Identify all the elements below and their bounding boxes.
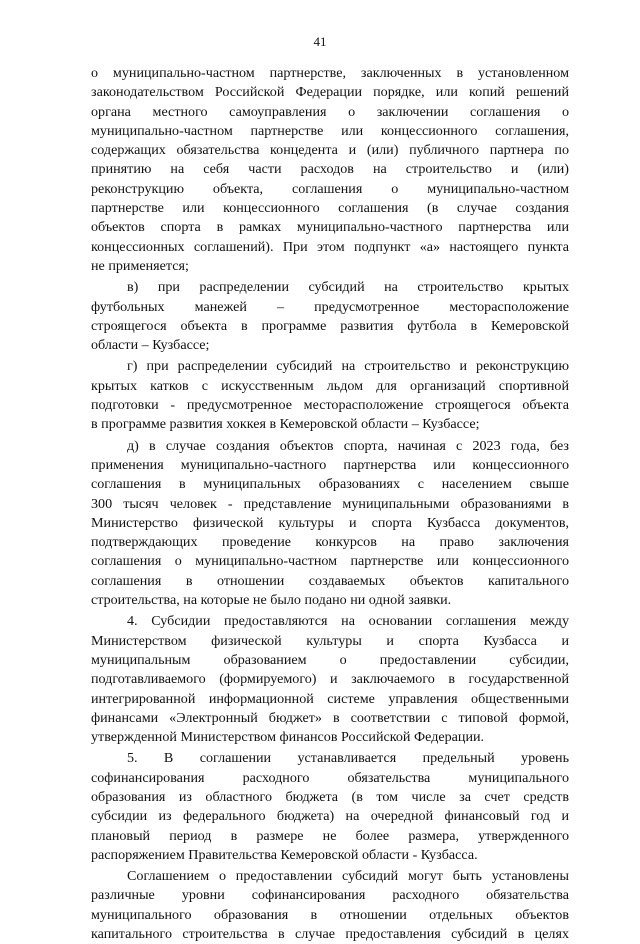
text-line: объектов спорта в рамках муниципально-частного партнерства или — [91, 219, 569, 236]
page-number: 41 — [313, 34, 327, 49]
text-line: подготовки - предусмотренное месторасположение строящегося объекта — [91, 397, 569, 414]
text-line: 5. В соглашении устанавливается предельный уровень — [127, 750, 569, 767]
text-line: Министерство физической культуры и спорта Кузбасса документов, — [91, 514, 569, 531]
text-line: субсидии из федерального бюджета) на очередной финансовый год и — [91, 808, 569, 825]
text-line: распоряжением Правительства Кемеровской области - Кузбасса. — [91, 846, 478, 863]
text-line: Соглашением о предоставлении субсидий могут быть установлены — [127, 868, 569, 885]
paragraph — [91, 64, 569, 276]
text-line: интегрированной информационной системе управления общественными — [91, 690, 569, 707]
text-line: Министерством физической культуры и спорта Кузбасса и — [91, 632, 569, 649]
paragraph — [91, 749, 569, 865]
text-line: законодательством Российской Федерации порядке, или копий решений — [91, 84, 569, 101]
text-line: соглашения в муниципальных образованиях с населением свыше — [91, 476, 569, 493]
text-line: соглашения о муниципально-частном партнерстве или концессионного — [91, 553, 569, 570]
text-line: различные уровни софинансирования расходного обязательства — [91, 887, 569, 904]
text-line: реконструкцию объекта, соглашения о муниципально-частном — [91, 180, 569, 197]
paragraph — [91, 357, 569, 434]
text-line: не применяется; — [91, 257, 189, 274]
text-line: органа местного самоуправления о заключении соглашения о — [91, 103, 569, 120]
paragraph — [91, 612, 569, 747]
text-line: принятию на себя части расходов на строительство и (или) — [91, 161, 569, 178]
paragraph — [91, 867, 569, 944]
text-line: муниципального образования в отношении отдельных объектов — [91, 906, 569, 923]
text-line: соглашения в отношении создаваемых объектов капитального — [91, 572, 569, 589]
text-line: финансами «Электронный бюджет» в соответствии с типовой формой, — [91, 709, 569, 726]
text-line: плановый период в размере не более размера, утвержденного — [91, 827, 569, 844]
text-line: образования из областного бюджета (в том числе за счет средств — [91, 788, 569, 805]
text-line: крытых катков с искусственным льдом для организаций спортивной — [91, 377, 569, 394]
text-line: концессионных соглашений). При этом подпункт «а» настоящего пункта — [91, 238, 569, 255]
text-line: муниципально-частном партнерстве или концессионного соглашения, — [91, 122, 569, 139]
text-line: утвержденной Министерством финансов Российской Федерации. — [91, 729, 485, 746]
paragraph — [91, 278, 569, 355]
text-line: содержащих обязательства концедента и (или) публичного партнера по — [91, 142, 569, 159]
text-line: применения муниципально-частного партнерства или концессионного — [91, 456, 569, 473]
paragraph — [91, 437, 569, 611]
text-line: софинансирования расходного обязательства муниципального — [91, 769, 569, 786]
text-line: области – Кузбассе; — [91, 337, 210, 354]
text-line: подготавливаемого (формируемого) и заключаемого в государственной — [91, 671, 569, 688]
document-body — [91, 64, 569, 944]
text-line: строительства, на которые не было подано ни одной заявки. — [91, 592, 452, 609]
text-line: 300 тысяч человек - представление муниципальными образованиями в — [91, 495, 569, 512]
text-line: партнерстве или концессионного соглашения (в случае создания — [91, 200, 569, 217]
text-line: футбольных манежей – предусмотренное месторасположение — [91, 298, 569, 315]
text-line: строящегося объекта в программе развития футбола в Кемеровской — [91, 317, 569, 334]
text-line: муниципальным образованием о предоставлении субсидии, — [91, 651, 569, 668]
text-line: д) в случае создания объектов спорта, начиная с 2023 года, без — [127, 437, 569, 454]
text-line: о муниципально-частном партнерстве, заключенных в установленном — [91, 65, 569, 81]
text-line: в программе развития хоккея в Кемеровской области – Кузбассе; — [91, 416, 480, 433]
text-line: капитального строительства в случае предоставления субсидий в целях — [91, 926, 569, 943]
text-line: г) при распределении субсидий на строительство и реконструкцию — [127, 358, 569, 375]
text-line: 4. Субсидии предоставляются на основании соглашения между — [127, 613, 569, 630]
text-line: подтверждающих проведение конкурсов на право заключения — [91, 534, 569, 551]
text-line: в) при распределении субсидий на строительство крытых — [127, 279, 569, 296]
